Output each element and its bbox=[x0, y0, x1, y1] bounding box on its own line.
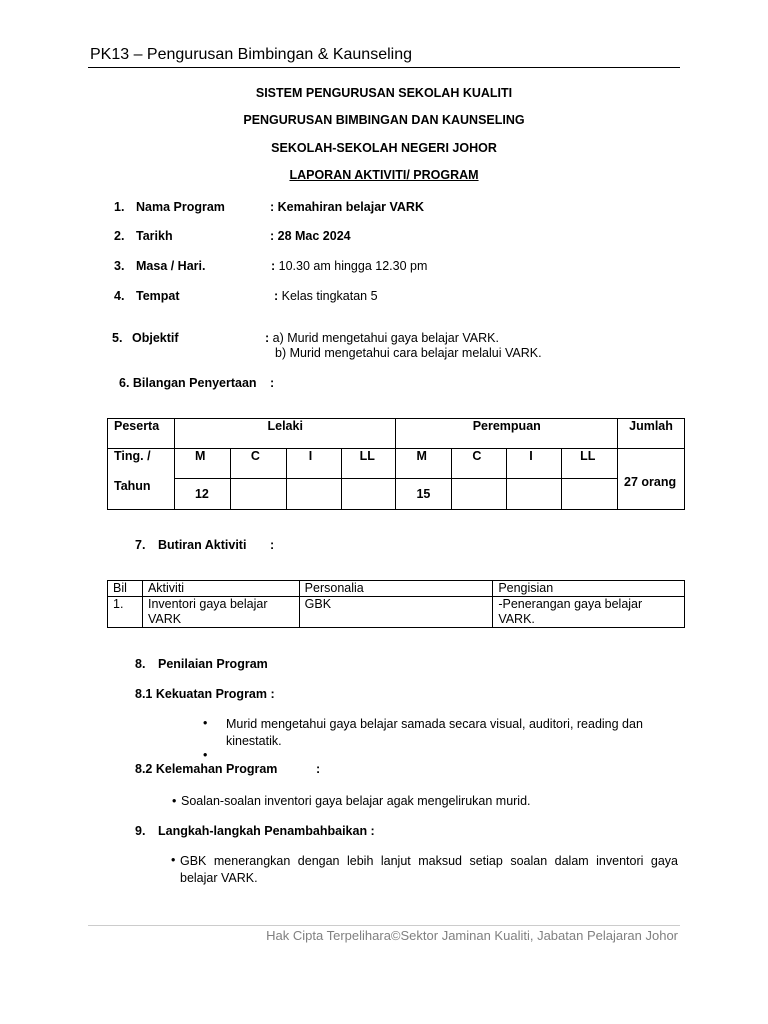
objektif-num: 5. bbox=[112, 331, 123, 345]
objektif-a-text: a) Murid mengetahui gaya belajar VARK. bbox=[269, 331, 499, 345]
bilangan-colon: : bbox=[270, 376, 275, 390]
perempuan-ll-header: LL bbox=[562, 449, 618, 479]
aktiviti-header: Aktiviti bbox=[142, 581, 299, 597]
title-line-1: SISTEM PENGURUSAN SEKOLAH KUALITI bbox=[255, 86, 513, 100]
field-1-label: Nama Program bbox=[136, 200, 225, 214]
field-2-label: Tarikh bbox=[136, 229, 173, 243]
bullet-icon: • bbox=[203, 716, 208, 730]
personalia-header: Personalia bbox=[299, 581, 493, 597]
perempuan-m-header: M bbox=[396, 449, 452, 479]
footer-copyright: Hak Cipta Terpelihara©Sektor Jaminan Kualiti, Jabatan Pelajaran Johor bbox=[266, 928, 678, 943]
field-3-text: 10.30 am hingga 12.30 pm bbox=[275, 259, 428, 273]
title-line-2: PENGURUSAN BIMBINGAN DAN KAUNSELING bbox=[243, 113, 525, 127]
bullet-icon: • bbox=[172, 794, 177, 808]
lelaki-ll-value bbox=[341, 479, 396, 510]
activity-table bbox=[107, 580, 685, 628]
jumlah-header: Jumlah bbox=[618, 419, 685, 449]
footer-divider bbox=[88, 925, 680, 926]
kelemahan-colon: : bbox=[316, 762, 321, 776]
perempuan-m-value: 15 bbox=[396, 479, 452, 510]
field-4-colon: : bbox=[274, 289, 279, 303]
butiran-num: 7. bbox=[135, 538, 146, 552]
title-line-3: SEKOLAH-SEKOLAH NEGERI JOHOR bbox=[271, 141, 497, 155]
langkah-item-1: GBK menerangkan dengan lebih lanjut maksud setiap soalan dalam inventori gaya belajar VARK. bbox=[180, 854, 678, 885]
field-2-value: : 28 Mac 2024 bbox=[270, 229, 351, 243]
kekuatan-label: 8.1 Kekuatan Program : bbox=[135, 687, 275, 701]
bilangan-label: 6. Bilangan Penyertaan bbox=[119, 376, 257, 390]
field-4-label: Tempat bbox=[136, 289, 180, 303]
jumlah-value: 27 orang bbox=[618, 449, 685, 510]
field-4-num: 4. bbox=[114, 289, 125, 303]
field-3-num: 3. bbox=[114, 259, 125, 273]
field-4-text: Kelas tingkatan 5 bbox=[278, 289, 378, 303]
lelaki-i-value bbox=[286, 479, 341, 510]
perempuan-i-value bbox=[507, 479, 562, 510]
field-3-colon: : bbox=[271, 259, 276, 273]
personalia-cell: GBK bbox=[299, 597, 493, 628]
penilaian-label: Penilaian Program bbox=[158, 657, 268, 671]
lelaki-i-header: I bbox=[286, 449, 341, 479]
objektif-colon: : bbox=[265, 331, 270, 345]
butiran-label: Butiran Aktiviti bbox=[158, 538, 247, 552]
lelaki-ll-header: LL bbox=[341, 449, 396, 479]
bil-header: Bil bbox=[108, 581, 143, 597]
penilaian-num: 8. bbox=[135, 657, 146, 671]
langkah-num: 9. bbox=[135, 824, 146, 838]
bil-cell: 1. bbox=[108, 597, 143, 628]
field-3-label: Masa / Hari. bbox=[136, 259, 206, 273]
lelaki-c-value bbox=[230, 479, 286, 510]
field-3-value bbox=[271, 259, 427, 273]
objektif-b: b) Murid mengetahui cara belajar melalui VARK. bbox=[275, 346, 542, 360]
objektif-label: Objektif bbox=[132, 331, 179, 345]
pengisian-cell: -Penerangan gaya belajar VARK. bbox=[493, 597, 685, 628]
perempuan-ll-value bbox=[562, 479, 618, 510]
document-header-title: PK13 – Pengurusan Bimbingan & Kaunseling bbox=[90, 46, 412, 63]
perempuan-c-header: C bbox=[452, 449, 507, 479]
table-row bbox=[108, 597, 685, 628]
report-title: LAPORAN AKTIVITI/ PROGRAM bbox=[289, 168, 479, 182]
field-2-num: 2. bbox=[114, 229, 125, 243]
field-4-value bbox=[274, 289, 378, 303]
bullet-icon: • bbox=[203, 748, 208, 762]
langkah-label: Langkah-langkah Penambahbaikan : bbox=[158, 824, 375, 838]
lelaki-m-header: M bbox=[174, 449, 230, 479]
lelaki-header: Lelaki bbox=[174, 419, 396, 449]
perempuan-header: Perempuan bbox=[396, 419, 618, 449]
peserta-header: Peserta bbox=[108, 419, 175, 449]
kelemahan-label: 8.2 Kelemahan Program bbox=[135, 762, 278, 776]
kelemahan-item-1: Soalan-soalan inventori gaya belajar agak mengelirukan murid. bbox=[181, 794, 531, 808]
perempuan-c-value bbox=[452, 479, 507, 510]
field-1-num: 1. bbox=[114, 200, 125, 214]
objektif-a bbox=[265, 331, 499, 345]
pengisian-header: Pengisian bbox=[493, 581, 685, 597]
participants-table bbox=[107, 418, 685, 510]
field-1-value: : Kemahiran belajar VARK bbox=[270, 200, 424, 214]
perempuan-i-header: I bbox=[507, 449, 562, 479]
ting-label: Ting. / bbox=[108, 449, 175, 479]
butiran-colon: : bbox=[270, 538, 275, 552]
kekuatan-item-1: Murid mengetahui gaya belajar samada secara visual, auditori, reading dan kinestatik. bbox=[226, 717, 643, 748]
header-divider bbox=[88, 67, 680, 68]
lelaki-c-header: C bbox=[230, 449, 286, 479]
tahun-label: Tahun bbox=[108, 479, 175, 510]
bullet-icon: • bbox=[171, 853, 176, 867]
lelaki-m-value: 12 bbox=[174, 479, 230, 510]
aktiviti-cell: Inventori gaya belajar VARK bbox=[142, 597, 299, 628]
